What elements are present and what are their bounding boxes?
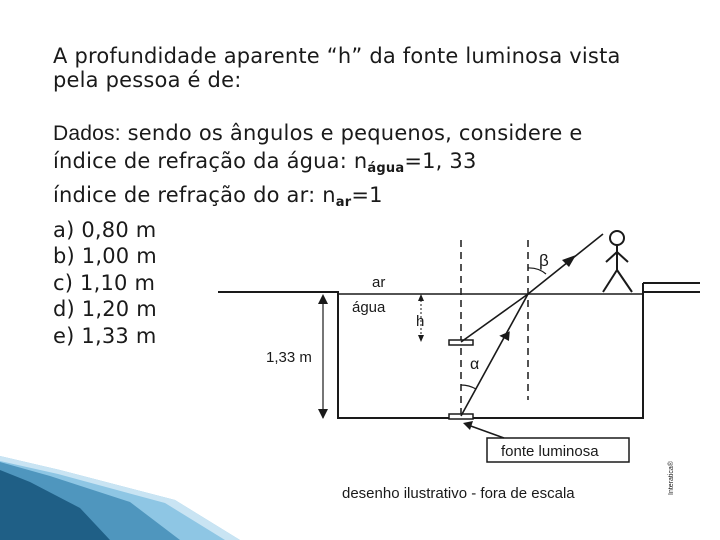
beta-label: β <box>539 251 549 270</box>
option-d[interactable]: d) 1,20 m <box>53 297 157 321</box>
h-arrow-bottom <box>418 335 424 342</box>
source-callout-arrowhead <box>463 421 473 430</box>
water-index-subscript: água <box>367 160 405 176</box>
dados-label: Dados: <box>53 122 121 145</box>
apparent-ray <box>461 294 528 342</box>
air-index-prefix: índice de refração do ar: n <box>53 183 336 207</box>
h-arrow-top <box>418 294 424 301</box>
option-b[interactable]: b) 1,00 m <box>53 244 157 268</box>
alpha-label: α <box>470 356 480 373</box>
water-index-prefix: índice de refração da água: n <box>53 148 368 173</box>
h-label: h <box>416 313 425 330</box>
figure-credit: Interatica® <box>668 461 675 495</box>
person-figure <box>603 231 632 292</box>
air-label: ar <box>372 274 386 291</box>
depth-arrow-bottom <box>318 409 328 419</box>
apparent-image-marker <box>449 340 473 345</box>
stem-line-1: A profundidade aparente “h” da fonte luminosa vista <box>53 44 621 68</box>
source-callout-pointer <box>468 425 504 438</box>
option-e[interactable]: e) 1,33 m <box>53 323 157 348</box>
depth-arrow-top <box>318 294 328 304</box>
source-callout-label: fonte luminosa <box>501 443 599 460</box>
real-ray-arrow <box>499 328 513 341</box>
air-index-value: =1 <box>351 183 383 207</box>
real-ray <box>461 294 528 416</box>
figure-caption: desenho ilustrativo - fora de escala <box>342 485 575 502</box>
option-c[interactable]: c) 1,10 m <box>53 270 156 295</box>
depth-label: 1,33 m <box>266 349 312 366</box>
water-index-value: =1, 33 <box>404 148 477 173</box>
stem-line-2: pela pessoa é de: <box>53 68 242 92</box>
air-index-subscript: ar <box>335 195 352 210</box>
dados-text: sendo os ângulos e pequenos, considere e <box>120 121 583 145</box>
option-a[interactable]: a) 0,80 m <box>53 217 157 242</box>
water-label: água <box>352 299 386 316</box>
alpha-arc <box>461 385 476 389</box>
